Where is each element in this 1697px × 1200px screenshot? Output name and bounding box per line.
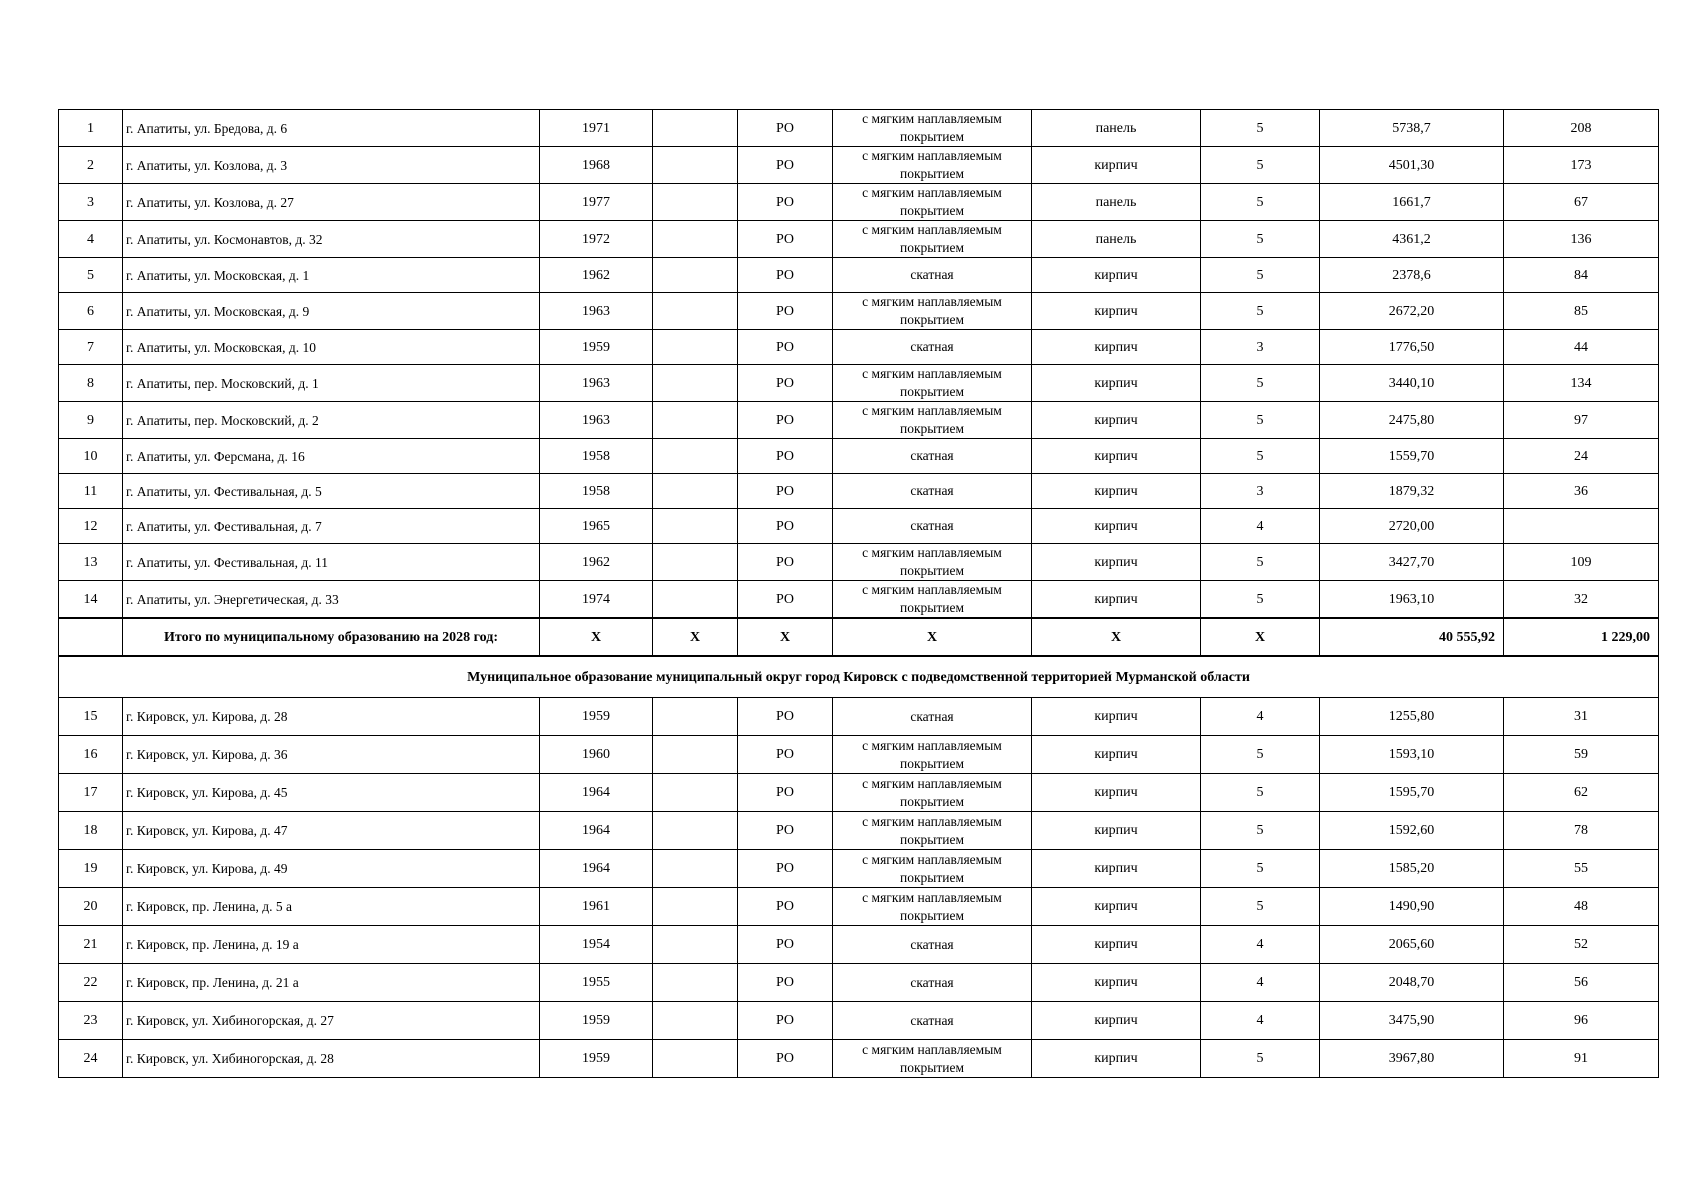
resident-count-cell: 24 (1504, 439, 1659, 474)
fund-type-cell: РО (738, 850, 833, 888)
extra-column-cell (653, 221, 738, 258)
wall-material-cell: кирпич (1032, 774, 1201, 812)
extra-column-cell (653, 474, 738, 509)
fund-type-cell: РО (738, 258, 833, 293)
floor-count-cell: 5 (1201, 850, 1320, 888)
fund-type-cell: РО (738, 698, 833, 736)
extra-column-cell (653, 964, 738, 1002)
address-cell: г. Апатиты, ул. Фестивальная, д. 7 (123, 509, 540, 544)
address-cell: г. Кировск, ул. Кирова, д. 28 (123, 698, 540, 736)
total-area-cell: 1255,80 (1320, 698, 1504, 736)
address-cell: г. Кировск, пр. Ленина, д. 21 а (123, 964, 540, 1002)
floor-count-cell: 5 (1201, 365, 1320, 402)
table-row (59, 330, 1659, 365)
resident-count-cell: 62 (1504, 774, 1659, 812)
fund-type-cell: РО (738, 221, 833, 258)
extra-column-cell (653, 581, 738, 619)
resident-count-cell: 78 (1504, 812, 1659, 850)
section-title: Муниципальное образование муниципальный округ город Кировск с подведомственной территорией Мурманской области (59, 656, 1659, 698)
section-header-row (59, 656, 1659, 698)
roof-type-cell: скатная (833, 474, 1032, 509)
row-number-cell: 18 (59, 812, 123, 850)
year-built-cell: 1962 (540, 544, 653, 581)
total-area-cell: 1661,7 (1320, 184, 1504, 221)
year-built-cell: 1963 (540, 293, 653, 330)
total-area-cell: 2720,00 (1320, 509, 1504, 544)
row-number-cell: 20 (59, 888, 123, 926)
fund-type-cell: РО (738, 1040, 833, 1078)
roof-type-cell: скатная (833, 926, 1032, 964)
total-area-cell: 2378,6 (1320, 258, 1504, 293)
wall-material-cell: кирпич (1032, 402, 1201, 439)
fund-type-cell: РО (738, 509, 833, 544)
table-row (59, 474, 1659, 509)
table-row (59, 509, 1659, 544)
resident-count-cell: 91 (1504, 1040, 1659, 1078)
fund-type-cell: РО (738, 926, 833, 964)
address-cell: г. Апатиты, ул. Козлова, д. 3 (123, 147, 540, 184)
roof-type-cell: с мягким наплавляемым покрытием (833, 774, 1032, 812)
total-area: 40 555,92 (1320, 618, 1504, 656)
total-x-fund: X (738, 618, 833, 656)
resident-count-cell: 32 (1504, 581, 1659, 619)
extra-column-cell (653, 544, 738, 581)
extra-column-cell (653, 147, 738, 184)
address-cell: г. Кировск, ул. Кирова, д. 49 (123, 850, 540, 888)
total-area-cell: 1593,10 (1320, 736, 1504, 774)
extra-column-cell (653, 365, 738, 402)
wall-material-cell: панель (1032, 110, 1201, 147)
roof-type-cell: с мягким наплавляемым покрытием (833, 581, 1032, 619)
fund-type-cell: РО (738, 544, 833, 581)
extra-column-cell (653, 184, 738, 221)
table-row (59, 850, 1659, 888)
table-row (59, 581, 1659, 619)
table-row (59, 888, 1659, 926)
total-area-cell: 1490,90 (1320, 888, 1504, 926)
total-label: Итого по муниципальному образованию на 2028 год: (123, 618, 540, 656)
roof-type-cell: скатная (833, 258, 1032, 293)
section-kirovsk-rows (59, 698, 1659, 1078)
year-built-cell: 1962 (540, 258, 653, 293)
total-x-year: X (540, 618, 653, 656)
roof-type-cell: с мягким наплавляемым покрытием (833, 850, 1032, 888)
floor-count-cell: 5 (1201, 1040, 1320, 1078)
roof-type-cell: скатная (833, 1002, 1032, 1040)
total-area-cell: 1592,60 (1320, 812, 1504, 850)
fund-type-cell: РО (738, 184, 833, 221)
extra-column-cell (653, 402, 738, 439)
total-area-cell: 4501,30 (1320, 147, 1504, 184)
roof-type-cell: скатная (833, 330, 1032, 365)
fund-type-cell: РО (738, 402, 833, 439)
row-number-cell: 19 (59, 850, 123, 888)
row-number-cell: 22 (59, 964, 123, 1002)
year-built-cell: 1958 (540, 439, 653, 474)
resident-count-cell: 173 (1504, 147, 1659, 184)
resident-count-cell: 109 (1504, 544, 1659, 581)
address-cell: г. Кировск, ул. Кирова, д. 36 (123, 736, 540, 774)
wall-material-cell: кирпич (1032, 439, 1201, 474)
row-number-cell: 1 (59, 110, 123, 147)
total-x-roof: X (833, 618, 1032, 656)
row-number-cell: 3 (59, 184, 123, 221)
extra-column-cell (653, 926, 738, 964)
extra-column-cell (653, 330, 738, 365)
roof-type-cell: с мягким наплавляемым покрытием (833, 293, 1032, 330)
fund-type-cell: РО (738, 439, 833, 474)
extra-column-cell (653, 850, 738, 888)
floor-count-cell: 5 (1201, 581, 1320, 619)
table-row (59, 964, 1659, 1002)
resident-count-cell: 134 (1504, 365, 1659, 402)
floor-count-cell: 5 (1201, 544, 1320, 581)
total-area-cell: 1963,10 (1320, 581, 1504, 619)
year-built-cell: 1964 (540, 774, 653, 812)
roof-type-cell: с мягким наплавляемым покрытием (833, 888, 1032, 926)
year-built-cell: 1959 (540, 698, 653, 736)
table-row (59, 365, 1659, 402)
table-row (59, 812, 1659, 850)
resident-count-cell: 56 (1504, 964, 1659, 1002)
table-row (59, 184, 1659, 221)
resident-count-cell: 97 (1504, 402, 1659, 439)
row-number-cell: 10 (59, 439, 123, 474)
year-built-cell: 1964 (540, 812, 653, 850)
wall-material-cell: кирпич (1032, 888, 1201, 926)
floor-count-cell: 4 (1201, 1002, 1320, 1040)
wall-material-cell: кирпич (1032, 1002, 1201, 1040)
fund-type-cell: РО (738, 293, 833, 330)
floor-count-cell: 5 (1201, 812, 1320, 850)
table-row (59, 110, 1659, 147)
row-number-cell: 15 (59, 698, 123, 736)
floor-count-cell: 4 (1201, 926, 1320, 964)
row-number-cell: 7 (59, 330, 123, 365)
table-row (59, 293, 1659, 330)
extra-column-cell (653, 258, 738, 293)
wall-material-cell: кирпич (1032, 258, 1201, 293)
roof-type-cell: с мягким наплавляемым покрытием (833, 812, 1032, 850)
fund-type-cell: РО (738, 888, 833, 926)
roof-type-cell: с мягким наплавляемым покрытием (833, 736, 1032, 774)
floor-count-cell: 5 (1201, 221, 1320, 258)
extra-column-cell (653, 736, 738, 774)
row-number-cell: 23 (59, 1002, 123, 1040)
year-built-cell: 1963 (540, 365, 653, 402)
row-number-cell: 17 (59, 774, 123, 812)
row-number-cell: 5 (59, 258, 123, 293)
wall-material-cell: кирпич (1032, 330, 1201, 365)
extra-column-cell (653, 293, 738, 330)
total-x-c4: X (653, 618, 738, 656)
resident-count-cell: 59 (1504, 736, 1659, 774)
extra-column-cell (653, 774, 738, 812)
resident-count-cell: 208 (1504, 110, 1659, 147)
housing-register-table (58, 109, 1659, 1078)
address-cell: г. Кировск, пр. Ленина, д. 5 а (123, 888, 540, 926)
fund-type-cell: РО (738, 736, 833, 774)
total-area-cell: 1879,32 (1320, 474, 1504, 509)
address-cell: г. Кировск, ул. Хибиногорская, д. 28 (123, 1040, 540, 1078)
wall-material-cell: панель (1032, 184, 1201, 221)
address-cell: г. Апатиты, пер. Московский, д. 1 (123, 365, 540, 402)
row-number-cell: 16 (59, 736, 123, 774)
address-cell: г. Апатиты, ул. Фестивальная, д. 5 (123, 474, 540, 509)
extra-column-cell (653, 509, 738, 544)
year-built-cell: 1959 (540, 1040, 653, 1078)
roof-type-cell: с мягким наплавляемым покрытием (833, 147, 1032, 184)
total-area-cell: 4361,2 (1320, 221, 1504, 258)
extra-column-cell (653, 110, 738, 147)
floor-count-cell: 5 (1201, 184, 1320, 221)
wall-material-cell: кирпич (1032, 293, 1201, 330)
floor-count-cell: 5 (1201, 258, 1320, 293)
address-cell: г. Апатиты, ул. Космонавтов, д. 32 (123, 221, 540, 258)
row-number-cell: 2 (59, 147, 123, 184)
table-row (59, 258, 1659, 293)
address-cell: г. Апатиты, ул. Московская, д. 1 (123, 258, 540, 293)
total-area-cell: 3967,80 (1320, 1040, 1504, 1078)
year-built-cell: 1960 (540, 736, 653, 774)
resident-count-cell: 52 (1504, 926, 1659, 964)
floor-count-cell: 5 (1201, 774, 1320, 812)
total-area-cell: 2672,20 (1320, 293, 1504, 330)
total-area-cell: 2065,60 (1320, 926, 1504, 964)
floor-count-cell: 5 (1201, 439, 1320, 474)
floor-count-cell: 5 (1201, 293, 1320, 330)
address-cell: г. Кировск, ул. Кирова, д. 45 (123, 774, 540, 812)
roof-type-cell: с мягким наплавляемым покрытием (833, 365, 1032, 402)
table-row (59, 736, 1659, 774)
table-row (59, 926, 1659, 964)
total-x-floors: X (1201, 618, 1320, 656)
floor-count-cell: 5 (1201, 736, 1320, 774)
address-cell: г. Апатиты, ул. Козлова, д. 27 (123, 184, 540, 221)
year-built-cell: 1961 (540, 888, 653, 926)
total-row (59, 618, 1659, 656)
row-number-cell: 4 (59, 221, 123, 258)
total-area-cell: 5738,7 (1320, 110, 1504, 147)
extra-column-cell (653, 698, 738, 736)
address-cell: г. Апатиты, ул. Энергетическая, д. 33 (123, 581, 540, 619)
row-number-cell: 12 (59, 509, 123, 544)
total-area-cell: 1595,70 (1320, 774, 1504, 812)
total-area-cell: 1585,20 (1320, 850, 1504, 888)
row-number-cell: 24 (59, 1040, 123, 1078)
extra-column-cell (653, 812, 738, 850)
address-cell: г. Апатиты, пер. Московский, д. 2 (123, 402, 540, 439)
wall-material-cell: панель (1032, 221, 1201, 258)
fund-type-cell: РО (738, 812, 833, 850)
wall-material-cell: кирпич (1032, 365, 1201, 402)
roof-type-cell: с мягким наплавляемым покрытием (833, 1040, 1032, 1078)
floor-count-cell: 5 (1201, 402, 1320, 439)
address-cell: г. Апатиты, ул. Фестивальная, д. 11 (123, 544, 540, 581)
address-cell: г. Апатиты, ул. Ферсмана, д. 16 (123, 439, 540, 474)
floor-count-cell: 4 (1201, 509, 1320, 544)
row-number-cell: 6 (59, 293, 123, 330)
resident-count-cell: 48 (1504, 888, 1659, 926)
year-built-cell: 1959 (540, 330, 653, 365)
floor-count-cell: 3 (1201, 474, 1320, 509)
address-cell: г. Апатиты, ул. Московская, д. 10 (123, 330, 540, 365)
wall-material-cell: кирпич (1032, 1040, 1201, 1078)
table-row (59, 147, 1659, 184)
address-cell: г. Кировск, пр. Ленина, д. 19 а (123, 926, 540, 964)
wall-material-cell: кирпич (1032, 850, 1201, 888)
total-area-cell: 1559,70 (1320, 439, 1504, 474)
roof-type-cell: с мягким наплавляемым покрытием (833, 110, 1032, 147)
total-people: 1 229,00 (1504, 618, 1659, 656)
resident-count-cell: 84 (1504, 258, 1659, 293)
wall-material-cell: кирпич (1032, 736, 1201, 774)
fund-type-cell: РО (738, 330, 833, 365)
year-built-cell: 1977 (540, 184, 653, 221)
row-number-cell: 21 (59, 926, 123, 964)
total-area-cell: 3427,70 (1320, 544, 1504, 581)
wall-material-cell: кирпич (1032, 812, 1201, 850)
extra-column-cell (653, 1040, 738, 1078)
fund-type-cell: РО (738, 110, 833, 147)
table-row (59, 1002, 1659, 1040)
table-row (59, 221, 1659, 258)
resident-count-cell: 96 (1504, 1002, 1659, 1040)
fund-type-cell: РО (738, 774, 833, 812)
total-area-cell: 2475,80 (1320, 402, 1504, 439)
fund-type-cell: РО (738, 474, 833, 509)
floor-count-cell: 5 (1201, 110, 1320, 147)
row-number-cell: 14 (59, 581, 123, 619)
row-number-cell: 11 (59, 474, 123, 509)
resident-count-cell: 67 (1504, 184, 1659, 221)
resident-count-cell: 55 (1504, 850, 1659, 888)
fund-type-cell: РО (738, 147, 833, 184)
total-area-cell: 3440,10 (1320, 365, 1504, 402)
wall-material-cell: кирпич (1032, 544, 1201, 581)
fund-type-cell: РО (738, 964, 833, 1002)
wall-material-cell: кирпич (1032, 581, 1201, 619)
wall-material-cell: кирпич (1032, 474, 1201, 509)
total-area-cell: 3475,90 (1320, 1002, 1504, 1040)
year-built-cell: 1959 (540, 1002, 653, 1040)
extra-column-cell (653, 1002, 738, 1040)
roof-type-cell: скатная (833, 964, 1032, 1002)
extra-column-cell (653, 439, 738, 474)
roof-type-cell: с мягким наплавляемым покрытием (833, 221, 1032, 258)
table-row (59, 1040, 1659, 1078)
total-blank-cell (59, 618, 123, 656)
total-area-cell: 2048,70 (1320, 964, 1504, 1002)
roof-type-cell: скатная (833, 439, 1032, 474)
resident-count-cell: 44 (1504, 330, 1659, 365)
wall-material-cell: кирпич (1032, 964, 1201, 1002)
resident-count-cell: 31 (1504, 698, 1659, 736)
floor-count-cell: 5 (1201, 147, 1320, 184)
total-section (59, 618, 1659, 698)
roof-type-cell: с мягким наплавляемым покрытием (833, 402, 1032, 439)
roof-type-cell: скатная (833, 509, 1032, 544)
floor-count-cell: 4 (1201, 964, 1320, 1002)
table-row (59, 774, 1659, 812)
table-row (59, 402, 1659, 439)
total-area-cell: 1776,50 (1320, 330, 1504, 365)
year-built-cell: 1964 (540, 850, 653, 888)
year-built-cell: 1974 (540, 581, 653, 619)
table-row (59, 698, 1659, 736)
total-x-wall: X (1032, 618, 1201, 656)
address-cell: г. Апатиты, ул. Бредова, д. 6 (123, 110, 540, 147)
resident-count-cell: 36 (1504, 474, 1659, 509)
fund-type-cell: РО (738, 1002, 833, 1040)
wall-material-cell: кирпич (1032, 698, 1201, 736)
year-built-cell: 1972 (540, 221, 653, 258)
resident-count-cell: 85 (1504, 293, 1659, 330)
resident-count-cell (1504, 509, 1659, 544)
year-built-cell: 1963 (540, 402, 653, 439)
floor-count-cell: 4 (1201, 698, 1320, 736)
year-built-cell: 1968 (540, 147, 653, 184)
row-number-cell: 8 (59, 365, 123, 402)
year-built-cell: 1954 (540, 926, 653, 964)
year-built-cell: 1965 (540, 509, 653, 544)
wall-material-cell: кирпич (1032, 509, 1201, 544)
table-row (59, 439, 1659, 474)
year-built-cell: 1955 (540, 964, 653, 1002)
fund-type-cell: РО (738, 365, 833, 402)
roof-type-cell: с мягким наплавляемым покрытием (833, 184, 1032, 221)
fund-type-cell: РО (738, 581, 833, 619)
address-cell: г. Кировск, ул. Кирова, д. 47 (123, 812, 540, 850)
roof-type-cell: скатная (833, 698, 1032, 736)
row-number-cell: 9 (59, 402, 123, 439)
row-number-cell: 13 (59, 544, 123, 581)
floor-count-cell: 3 (1201, 330, 1320, 365)
year-built-cell: 1958 (540, 474, 653, 509)
extra-column-cell (653, 888, 738, 926)
roof-type-cell: с мягким наплавляемым покрытием (833, 544, 1032, 581)
address-cell: г. Апатиты, ул. Московская, д. 9 (123, 293, 540, 330)
floor-count-cell: 5 (1201, 888, 1320, 926)
address-cell: г. Кировск, ул. Хибиногорская, д. 27 (123, 1002, 540, 1040)
section-apatity-rows (59, 110, 1659, 619)
wall-material-cell: кирпич (1032, 147, 1201, 184)
wall-material-cell: кирпич (1032, 926, 1201, 964)
year-built-cell: 1971 (540, 110, 653, 147)
resident-count-cell: 136 (1504, 221, 1659, 258)
table-row (59, 544, 1659, 581)
